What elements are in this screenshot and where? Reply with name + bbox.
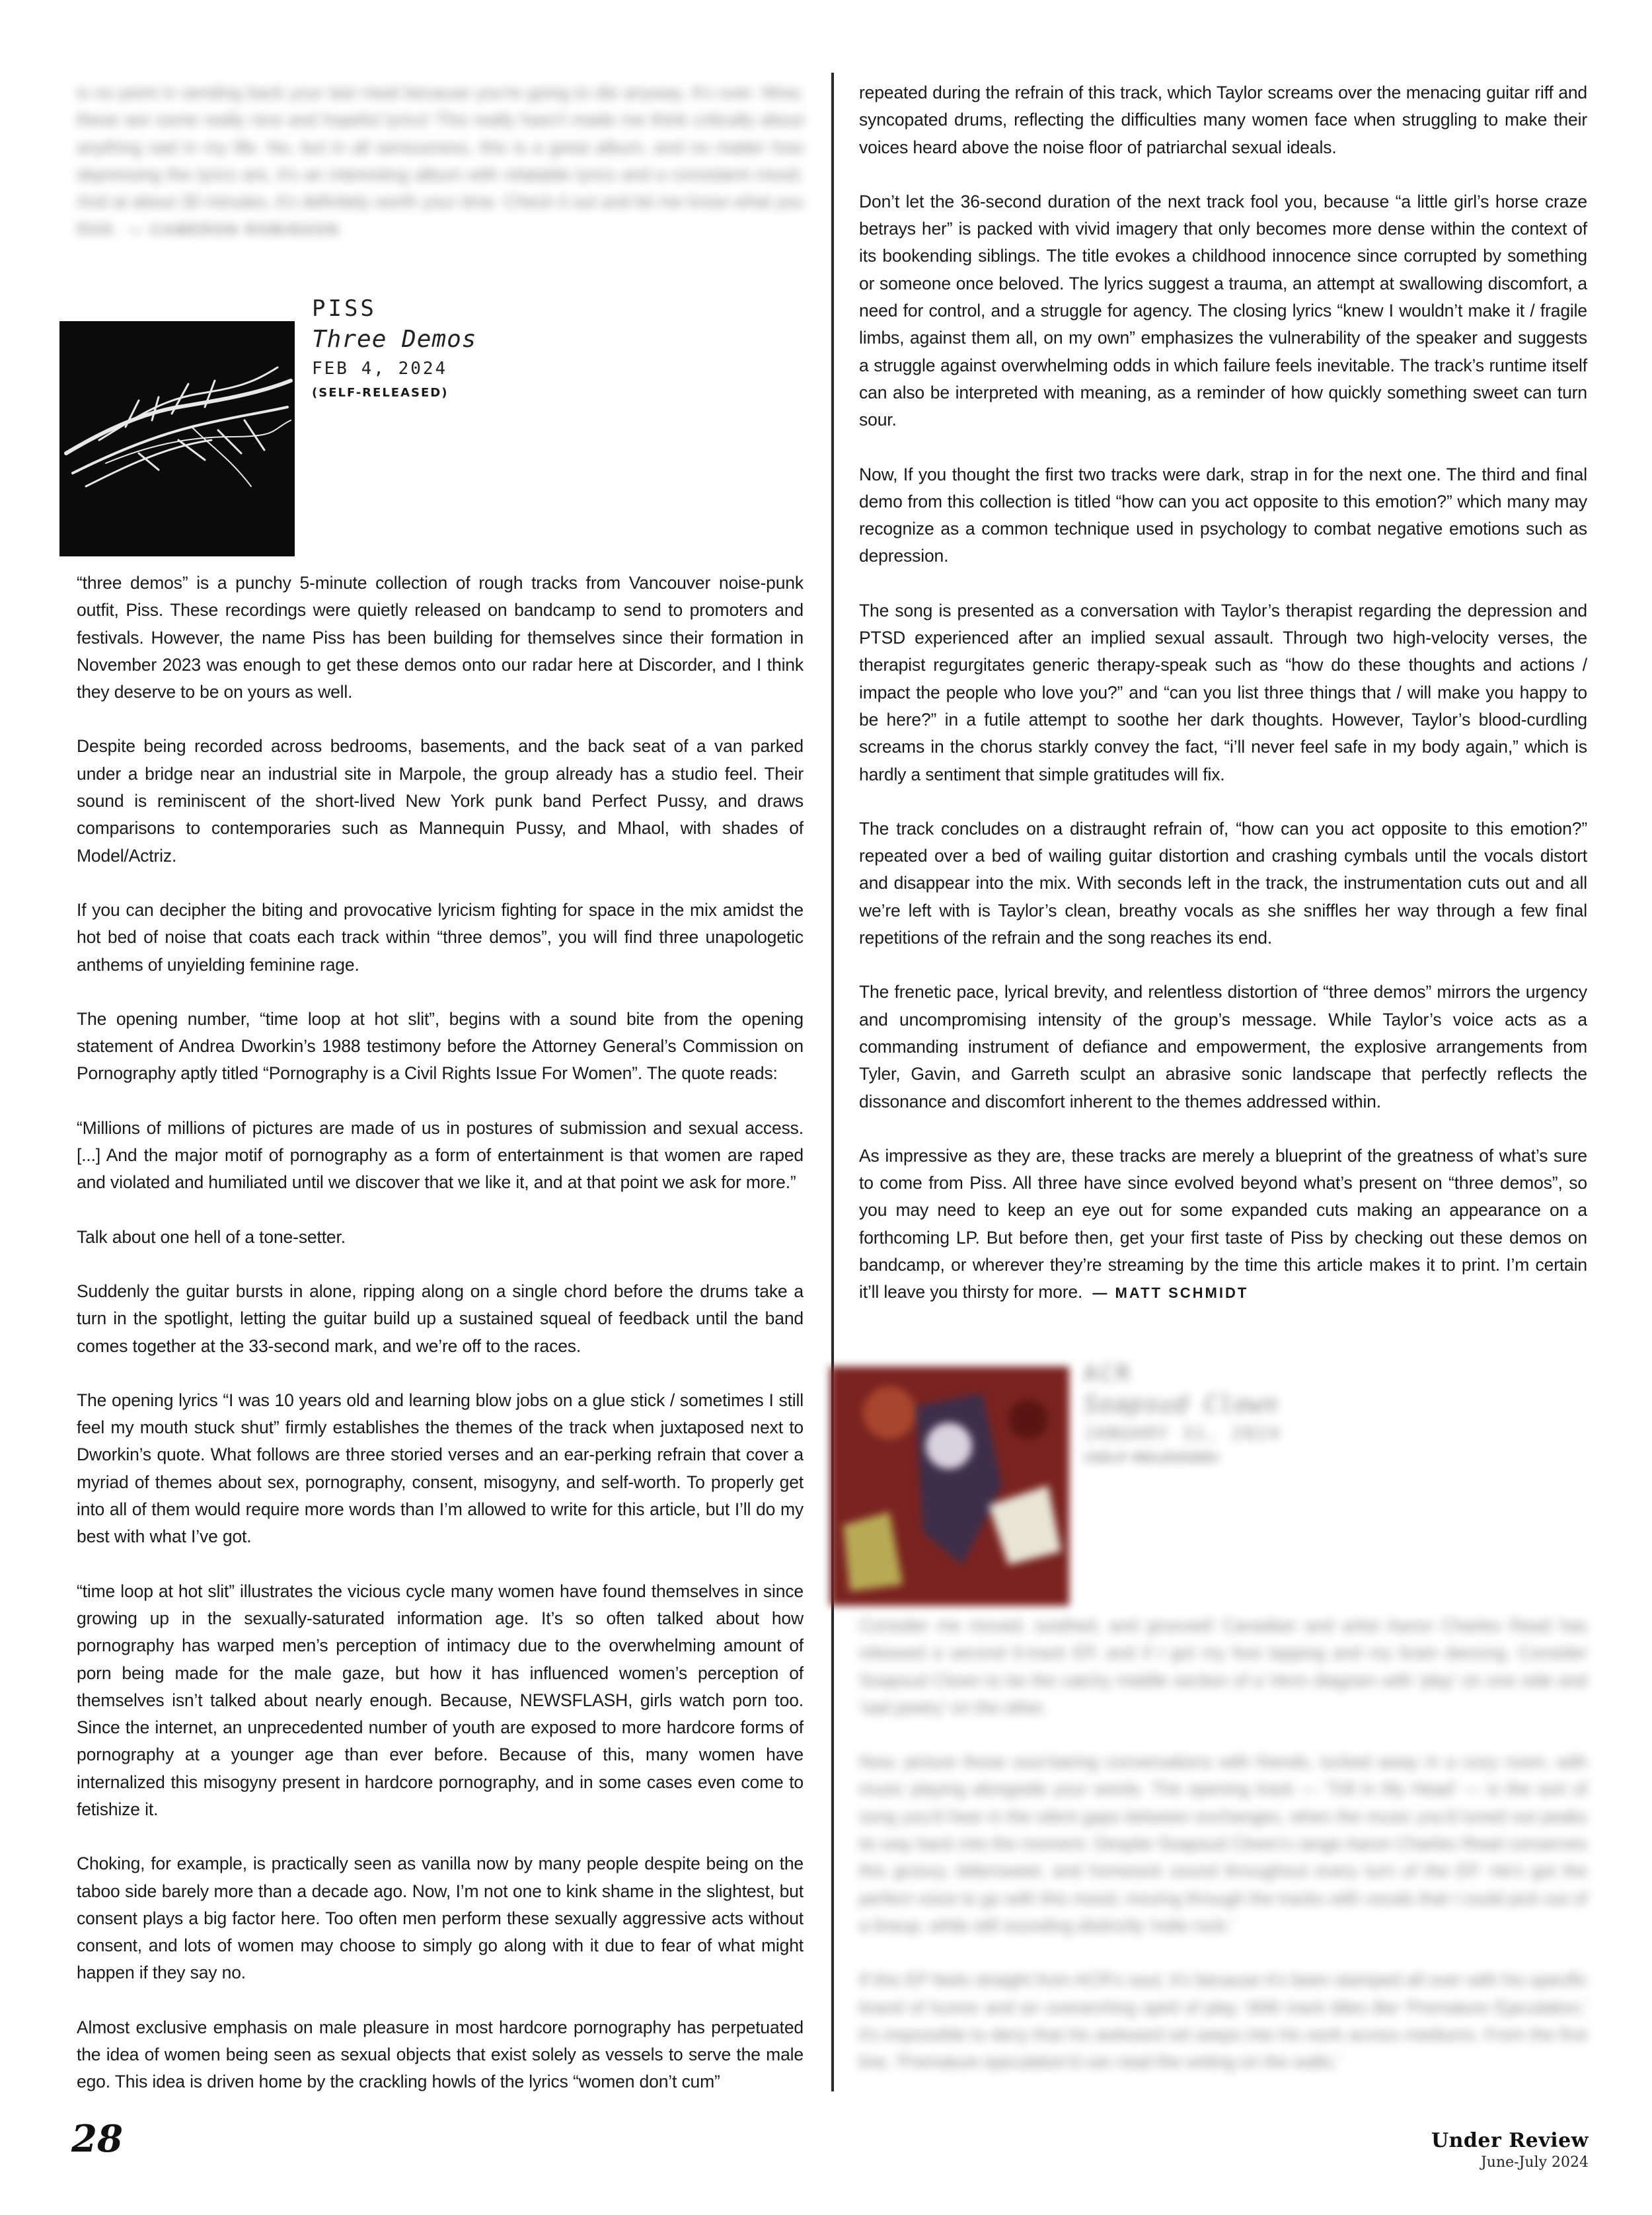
paragraph: The opening lyrics “I was 10 years old and learning blow jobs on a glue stick / sometimes I still feel my mouth stuck shut” firmly establishes the themes of the track when juxtaposed next to Dworkin’s quote. What follows are three storied verses and an ear-perking refrain that cover a myriad of themes about sex, pornography, consent, misogyny, and self-worth. To properly get into all of them would require more words than I’m allowed to write for this article, but I’ll do my best with what I’ve got. bbox=[77, 1390, 804, 1547]
artist-name: PISS bbox=[312, 295, 377, 322]
acr-review-body bbox=[859, 1612, 1587, 2103]
paragraph: repeated during the refrain of this track, which Taylor screams over the menacing guitar riff and syncopated drums, reflecting the difficulties many women face when struggling to make their voices heard above the noise floor of patriarchal sexual ideals. bbox=[859, 83, 1587, 157]
paragraph: Consider me moved, soothed, and grooved! Canadian and artist Aaron Charles Read has released a second 6-track EP, and if I got my foot tapping and my brain dancing. Consider Soapsud Clown to be the catchy middle section of a Venn diagram with 'play' on one side and 'sad poetry' on the other. bbox=[859, 1616, 1587, 1717]
piss-review-left-column bbox=[77, 570, 804, 2123]
release-date: FEB 4, 2024 bbox=[312, 359, 448, 379]
record-label: (SELF-RELEASED) bbox=[1084, 1451, 1220, 1465]
closing-text: As impressive as they are, these tracks are merely a blueprint of the greatness of what’s sure to come from Piss. All three have since evolved beyond what’s present on “three demos”, so you may need to keep an eye out for some expanded cuts making an appearance on a forthcoming LP. But before then, get your first taste of Piss by checking out these demos on bandcamp, or wherever they’re streaming by the time this article makes it to print. I’m certain it’ll leave you thirsty for more. bbox=[859, 1145, 1587, 1302]
acr-review-header bbox=[1084, 1359, 1281, 1470]
record-label: (SELF-RELEASED) bbox=[312, 386, 449, 400]
paragraph: Now, picture those soul-baring conversations with friends, tucked away in a cozy room, with music playing alongside your words. The opening track — 'Trill in My Head' — is the sort of song you'd hear in the silent gaps between exchanges, when the music you'd tuned out peaks its way back into the moment. Despite Soapsud Clown's range Aaron Charles Read conserves this groovy, bittersweet, and homesick sound throughout every turn of the EP. He's got the perfect voice to go with this mood, moving through the tracks with vocals that I could pick out of a lineup, while still sounding distinctly 'indie rock.' bbox=[859, 1752, 1587, 1935]
paragraph: The frenetic pace, lyrical brevity, and relentless distortion of “three demos” mirrors the urgency and uncompromising intensity of the group’s message. While Taylor’s voice acts as a commanding instrument of defiance and empowerment, the explosive arrangements from Tyler, Gavin, and Garreth sculpt an abrasive sonic landscape that perfectly reflects the dissonance and discomfort inherent to the themes addressed within. bbox=[859, 982, 1587, 1111]
section-title: Under Review bbox=[1431, 2129, 1589, 2152]
paragraph: If this EP feels straight from ACR's soul, it's because it's been stamped all over with his specific brand of humor and an overarching spirit of play. With track titles like 'Premature Ejaculation,' it's impossible to deny that his awkward wit seeps into his work across mediums. From the first line, 'Premature ejaculation'd can read the writing on the walls,' bbox=[859, 1970, 1587, 2072]
previous-review-tail bbox=[77, 79, 804, 244]
piss-album-art bbox=[59, 321, 295, 556]
paragraph: Now, If you thought the first two tracks were dark, strap in for the next one. The third and final demo from this collection is titled “how can you act opposite to this emotion?” which many may recognize as a common technique used in psychology to combat negative emotions such as depression. bbox=[859, 464, 1587, 566]
author-byline: — MATT SCHMIDT bbox=[1092, 1285, 1249, 1302]
release-date: JANUARY 31, 2024 bbox=[1084, 1424, 1281, 1444]
page-number: 28 bbox=[71, 2117, 123, 2161]
artist-name: ACR bbox=[1084, 1361, 1133, 1387]
paragraph: “three demos” is a punchy 5-minute collection of rough tracks from Vancouver noise-punk outfit, Piss. These recordings were quietly released on bandcamp to send to promoters and festivals. However, the name Piss has been building for themselves since their formation in November 2023 was enough to get these demos onto our radar here at Discorder, and I think they deserve to be on yours as well. bbox=[77, 573, 804, 702]
paragraph: “time loop at hot slit” illustrates the vicious cycle many women have found themselves in since growing up in the sexually-saturated information age. It’s so often talked about how pornography has warped men’s perception of intimacy due to the overwhelming amount of porn being made for the male gaze, but how it has influenced women’s perception of themselves isn’t talked about nearly enough. Because, NEWSFLASH, girls watch porn too. Since the internet, an unprecedented number of youth are exposed to more hardcore forms of pornography at a younger age than ever before. Because of this, many women have internalized this misogyny present in hardcore pornography, and in some cases even come to fetishize it. bbox=[77, 1581, 804, 1819]
paragraph: Talk about one hell of a tone-setter. bbox=[77, 1226, 346, 1247]
issue-date: June-July 2024 bbox=[1480, 2154, 1589, 2171]
paragraph: The song is presented as a conversation with Taylor’s therapist regarding the depression and PTSD experienced after an implied sexual assault. Through two high-velocity verses, the therapist regurgitates generic therapy-speak such as “how do these thoughts and actions / impact the people who love you?” and “can you list three things that / will make you happy to be here?” in a futile attempt to soothe her dark thoughts. However, Taylor’s blood-curdling screams in the chorus starkly convey the fact, “i’ll never feel safe in my body again,” which is hardly a sentiment that simple gratitudes will fix. bbox=[859, 600, 1587, 784]
piss-review-header bbox=[312, 293, 476, 404]
closing-paragraph bbox=[859, 1143, 1587, 1307]
album-title: Soapsud Clown bbox=[1084, 1391, 1279, 1418]
paragraph: Almost exclusive emphasis on male pleasure in most hardcore pornography has perpetuated the idea of women being seen as sexual objects that exist solely as vessels to serve the male ego. This idea is driven home by the crackling howls of the lyrics “women don’t cum” bbox=[77, 2017, 804, 2092]
previous-review-byline: — CAMERON ROBINSON bbox=[128, 221, 340, 239]
paragraph: Suddenly the guitar bursts in alone, ripping along on a single chord before the drums take a turn in the spotlight, letting the guitar build up a sustained squeal of feedback until the band comes together at the 33-second mark, and we’re off to the races. bbox=[77, 1281, 804, 1356]
album-art-image bbox=[59, 321, 295, 556]
album-art-image bbox=[830, 1367, 1069, 1606]
piss-review-right-column bbox=[859, 79, 1587, 1334]
acr-album-art bbox=[830, 1367, 1069, 1606]
album-title: Three Demos bbox=[312, 326, 477, 353]
paragraph: If you can decipher the biting and provocative lyricism fighting for space in the mix amidst the hot bed of noise that coats each track within “three demos”, you will find three unapologetic anthems of unyielding feminine rage. bbox=[77, 899, 804, 975]
previous-review-text: is no point in sending back your last meal because you're going to die anyway. It's over. Wow, these are some really nice and hopeful lyrics! This really hasn't made me think critically about anything sad in my life. No, but in all seriousness, this is a great album, and no matter how depressing the lyrics are, it's an interesting album with relatable lyrics and a consistent mood. And at about 30 minutes, it's definitely worth your time. Check it out and let me know what you think. bbox=[77, 83, 804, 239]
paragraph: Don’t let the 36-second duration of the next track fool you, because “a little girl’s horse craze betrays her” is packed with vivid imagery that only becomes more dense within the context of its bookending siblings. The title evokes a childhood innocence since corrupted by something or someone once beloved. The lyrics suggest a trauma, an attempt at swallowing discomfort, a need for control, and a struggle for agency. The closing lyrics “knew I wouldn’t make it / fragile limbs, against them all, on my own” emphasizes the vulnerability of the speaker and suggests a struggle against overwhelming odds in which failure feels inevitable. The track’s runtime itself can also be interpreted with meaning, as a reminder of how quickly something sweet can turn sour. bbox=[859, 191, 1587, 430]
paragraph: The track concludes on a distraught refrain of, “how can you act opposite to this emotion?” repeated over a bed of wailing guitar distortion and crashing cymbals until the vocals distort and disappear into the mix. With seconds left in the track, the instrumentation cuts out and all we’re left with is Taylor’s clean, breathy vocals as she sniffles her way through a few final repetitions of the refrain and the song reaches its end. bbox=[859, 818, 1587, 948]
paragraph: Choking, for example, is practically seen as vanilla now by many people despite being on the taboo side barely more than a decade ago. Now, I’m not one to kink shame in the slightest, but consent plays a big factor here. Too often men perform these sexually aggressive acts without consent, and lots of women may choose to simply go along with it due to fear of what might happen if they say no. bbox=[77, 1854, 804, 1983]
paragraph: Despite being recorded across bedrooms, basements, and the back seat of a van parked under a bridge near an industrial site in Marpole, the group already has a studio feel. Their sound is reminiscent of the short-lived New York punk band Perfect Pussy, and draws comparisons to contemporaries such as Mannequin Pussy, and Mhaol, with shades of Model/Actriz. bbox=[77, 736, 804, 866]
paragraph: The opening number, “time loop at hot slit”, begins with a sound bite from the opening statement of Andrea Dworkin’s 1988 testimony before the Attorney General’s Commission on Pornography aptly titled “Pornography is a Civil Rights Issue For Women”. The quote reads: bbox=[77, 1008, 804, 1084]
quote-paragraph: “Millions of millions of pictures are made of us in postures of submission and sexual access. [...] And the major motif of pornography as a form of entertainment is that women are raped and violated and humiliated until we discover that we like it, and at that point we ask for more.” bbox=[77, 1117, 804, 1193]
column-divider bbox=[831, 73, 834, 2091]
